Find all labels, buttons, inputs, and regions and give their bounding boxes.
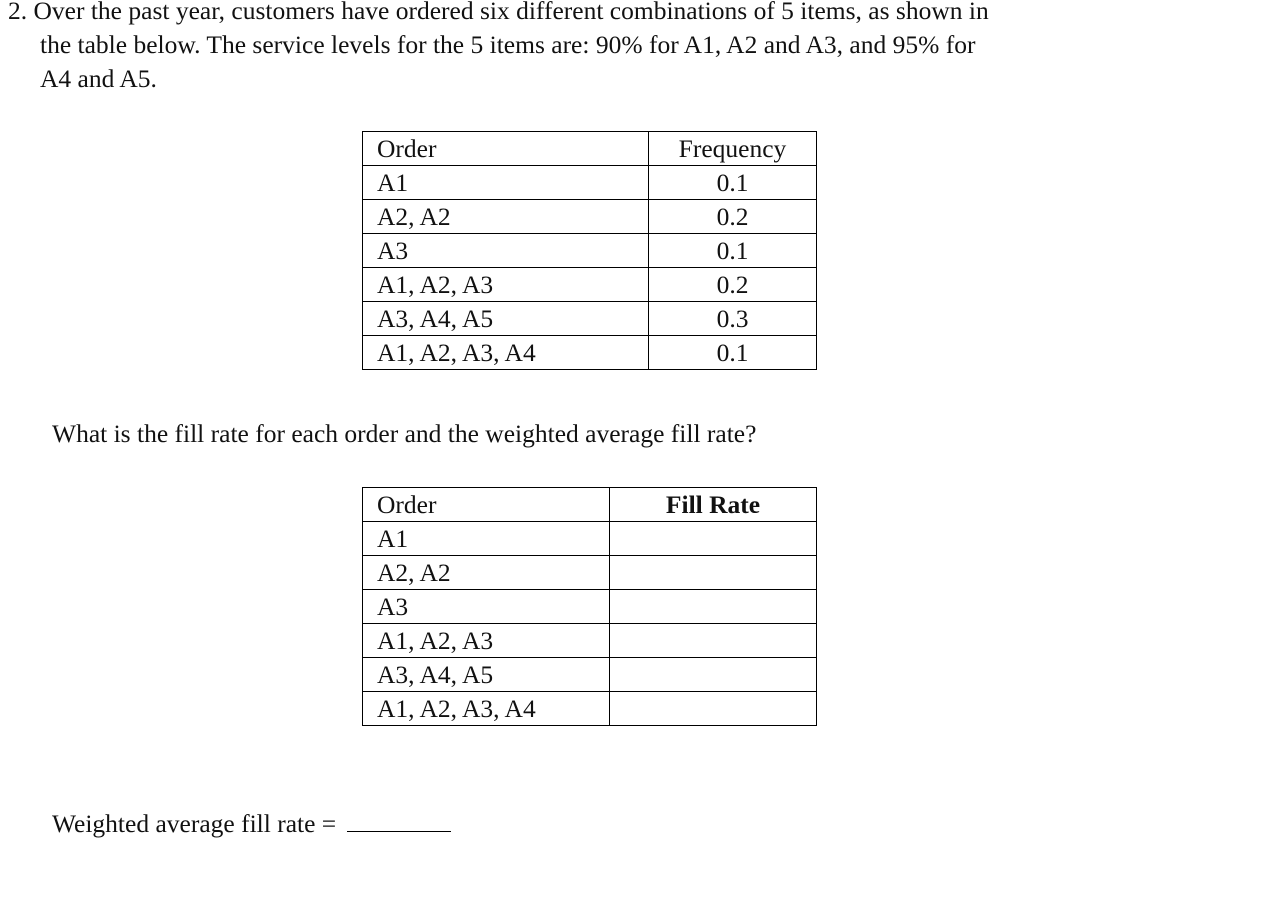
fill-rate-cell[interactable] [610, 556, 817, 590]
fill-rate-cell[interactable] [610, 522, 817, 556]
table-row [363, 200, 817, 234]
table-row [363, 234, 817, 268]
frequency-cell: 0.1 [649, 166, 817, 200]
fill-rate-table-header-row [363, 488, 817, 522]
order-cell: A3 [363, 590, 610, 624]
table-row [363, 590, 817, 624]
order-cell: A2, A2 [363, 200, 649, 234]
fill-rate-cell[interactable] [610, 590, 817, 624]
table-row [363, 556, 817, 590]
order-cell: A2, A2 [363, 556, 610, 590]
table-row [363, 624, 817, 658]
weighted-average-answer [52, 807, 451, 839]
fill-rate-table [362, 487, 817, 726]
order-cell: A3, A4, A5 [363, 658, 610, 692]
problem-line-1: 2. Over the past year, customers have ordered six different combinations of 5 items, as shown in [8, 0, 989, 25]
order-column-header: Order [363, 132, 649, 166]
table-row [363, 658, 817, 692]
order-cell: A3 [363, 234, 649, 268]
fill-rate-cell[interactable] [610, 692, 817, 726]
table-row [363, 166, 817, 200]
frequency-table-header-row [363, 132, 817, 166]
table-row [363, 336, 817, 370]
fill-rate-cell[interactable] [610, 658, 817, 692]
table-row [363, 522, 817, 556]
frequency-cell: 0.1 [649, 336, 817, 370]
frequency-cell: 0.2 [649, 268, 817, 302]
table-row [363, 692, 817, 726]
question-text: What is the fill rate for each order and the weighted average fill rate? [52, 419, 757, 448]
problem-line-2: the table below. The service levels for the 5 items are: 90% for A1, A2 and A3, and 95% for [40, 30, 976, 59]
problem-line-3: A4 and A5. [40, 64, 157, 93]
weighted-average-blank[interactable] [347, 807, 451, 832]
frequency-cell: 0.1 [649, 234, 817, 268]
frequency-table [362, 131, 817, 370]
order-cell: A1, A2, A3 [363, 624, 610, 658]
frequency-column-header: Frequency [649, 132, 817, 166]
fill-rate-column-header: Fill Rate [610, 488, 817, 522]
order-cell: A1, A2, A3, A4 [363, 336, 649, 370]
problem-statement [8, 0, 1188, 96]
weighted-average-label: Weighted average fill rate = [52, 809, 337, 838]
table-row [363, 302, 817, 336]
order-cell: A1, A2, A3, A4 [363, 692, 610, 726]
order-cell: A1 [363, 522, 610, 556]
fill-rate-cell[interactable] [610, 624, 817, 658]
order-cell: A1 [363, 166, 649, 200]
frequency-cell: 0.3 [649, 302, 817, 336]
frequency-cell: 0.2 [649, 200, 817, 234]
order-column-header: Order [363, 488, 610, 522]
order-cell: A3, A4, A5 [363, 302, 649, 336]
order-cell: A1, A2, A3 [363, 268, 649, 302]
table-row [363, 268, 817, 302]
